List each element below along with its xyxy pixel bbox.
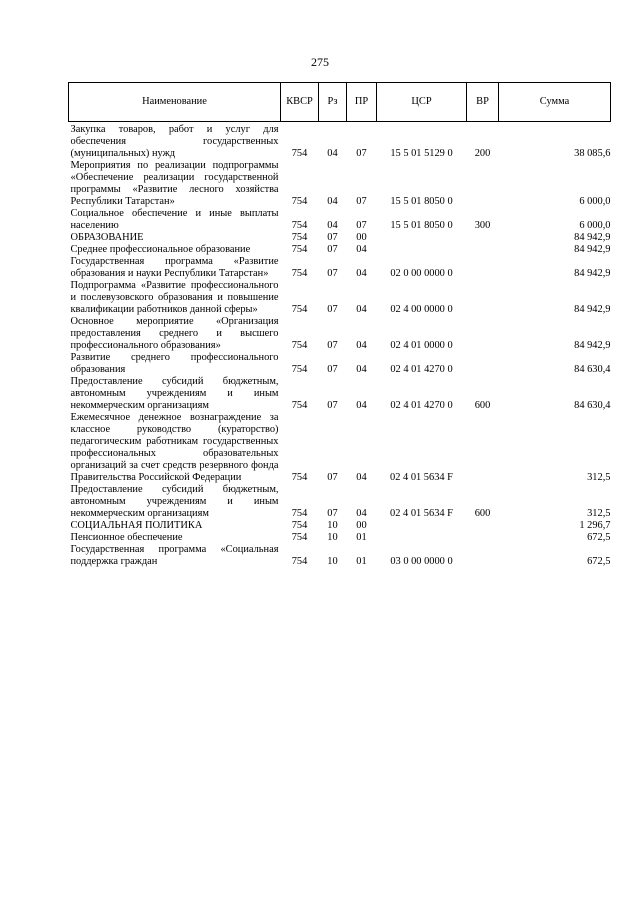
cell-kvsr: 754 (291, 340, 308, 351)
cell-name: Закупка товаров, работ и услуг для обеспечения государственных (муниципальных) нужд (70, 124, 279, 159)
cell-sum: 312,5 (587, 508, 611, 519)
cell-csr: 02 0 00 0000 0 (390, 268, 453, 279)
cell-rz: 07 (327, 268, 338, 279)
table-row (69, 160, 611, 208)
cell-vr (467, 532, 499, 544)
cell-rz: 10 (327, 556, 338, 567)
cell-name: Ежемесячное денежное вознаграждение за классное руководство (кураторство) педагогическим работникам государственных профессиональных образовательных организаций за счет средств резервного фонда Правительства Российской Федерации (70, 412, 279, 483)
table-header-row (69, 83, 611, 122)
cell-name: Государственная программа «Социальная поддержка граждан (70, 544, 279, 567)
table-row (69, 544, 611, 568)
cell-pr: 00 (356, 520, 367, 531)
header-kvsr: КВСР (281, 83, 319, 122)
table-row (69, 520, 611, 532)
table-row (69, 532, 611, 544)
header-rz: Рз (319, 83, 347, 122)
cell-kvsr: 754 (291, 508, 308, 519)
header-vr: ВР (467, 83, 499, 122)
table-row (69, 376, 611, 412)
cell-kvsr: 754 (291, 232, 308, 243)
cell-pr: 07 (356, 196, 367, 207)
cell-name: СОЦИАЛЬНАЯ ПОЛИТИКА (70, 520, 203, 531)
cell-kvsr: 754 (291, 304, 308, 315)
cell-pr: 04 (356, 472, 367, 483)
header-pr: ПР (347, 83, 377, 122)
cell-csr (377, 532, 467, 544)
cell-pr: 04 (356, 304, 367, 315)
cell-rz: 07 (327, 472, 338, 483)
cell-vr (467, 280, 499, 316)
cell-csr: 02 4 01 4270 0 (390, 400, 453, 411)
cell-csr (377, 244, 467, 256)
header-sum: Сумма (499, 83, 611, 122)
cell-csr: 02 4 01 4270 0 (390, 364, 453, 375)
table-row (69, 280, 611, 316)
cell-vr (467, 160, 499, 208)
cell-vr: 600 (474, 400, 491, 411)
cell-sum: 6 000,0 (579, 220, 611, 231)
cell-pr: 01 (356, 556, 367, 567)
table-body (69, 122, 611, 569)
cell-rz: 07 (327, 304, 338, 315)
cell-sum: 6 000,0 (579, 196, 611, 207)
cell-sum: 84 942,9 (574, 340, 611, 351)
cell-rz: 07 (327, 340, 338, 351)
cell-sum: 312,5 (587, 472, 611, 483)
cell-csr: 15 5 01 8050 0 (390, 196, 453, 207)
cell-csr: 03 0 00 0000 0 (390, 556, 453, 567)
cell-pr: 04 (356, 508, 367, 519)
cell-rz: 10 (327, 532, 338, 543)
cell-kvsr: 754 (291, 532, 308, 543)
cell-rz: 07 (327, 364, 338, 375)
cell-vr: 600 (474, 508, 491, 519)
cell-name: Среднее профессиональное образование (70, 244, 251, 255)
cell-kvsr: 754 (291, 268, 308, 279)
cell-pr: 07 (356, 148, 367, 159)
cell-sum: 84 942,9 (574, 244, 611, 255)
header-csr: ЦСР (377, 83, 467, 122)
cell-csr: 15 5 01 8050 0 (390, 220, 453, 231)
cell-pr: 04 (356, 364, 367, 375)
cell-kvsr: 754 (291, 520, 308, 531)
cell-pr: 07 (356, 220, 367, 231)
cell-name: Пенсионное обеспечение (70, 532, 183, 543)
cell-csr: 02 4 01 0000 0 (390, 340, 453, 351)
table-row (69, 244, 611, 256)
cell-csr (377, 232, 467, 244)
cell-csr: 02 4 00 0000 0 (390, 304, 453, 315)
cell-csr (377, 520, 467, 532)
cell-rz: 10 (327, 520, 338, 531)
table-row (69, 256, 611, 280)
table-row (69, 208, 611, 232)
cell-vr (467, 520, 499, 532)
cell-vr: 300 (474, 220, 491, 231)
cell-rz: 07 (327, 400, 338, 411)
cell-sum: 38 085,6 (574, 148, 611, 159)
cell-vr (467, 352, 499, 376)
header-name: Наименование (69, 83, 281, 122)
page-number: 275 (311, 55, 329, 69)
cell-sum: 1 296,7 (579, 520, 611, 531)
cell-sum: 84 630,4 (574, 400, 611, 411)
cell-kvsr: 754 (291, 556, 308, 567)
cell-vr (467, 316, 499, 352)
cell-csr: 15 5 01 5129 0 (390, 148, 453, 159)
cell-kvsr: 754 (291, 364, 308, 375)
cell-pr: 01 (356, 532, 367, 543)
cell-vr (467, 412, 499, 484)
table-row (69, 484, 611, 520)
cell-sum: 84 942,9 (574, 304, 611, 315)
cell-vr (467, 256, 499, 280)
cell-name: Развитие среднего профессионального образования (70, 352, 279, 375)
cell-rz: 04 (327, 220, 338, 231)
cell-vr: 200 (474, 148, 491, 159)
cell-kvsr: 754 (291, 220, 308, 231)
cell-pr: 04 (356, 400, 367, 411)
cell-vr (467, 232, 499, 244)
cell-kvsr: 754 (291, 400, 308, 411)
cell-csr: 02 4 01 5634 F (390, 508, 453, 519)
cell-sum: 672,5 (587, 556, 611, 567)
cell-name: Основное мероприятие «Организация предоставления среднего и высшего профессионального образования» (70, 316, 279, 351)
cell-name: Государственная программа «Развитие образования и науки Республики Татарстан» (70, 256, 279, 279)
cell-kvsr: 754 (291, 472, 308, 483)
cell-csr: 02 4 01 5634 F (390, 472, 453, 483)
cell-vr (467, 244, 499, 256)
cell-vr (467, 544, 499, 568)
table-row (69, 122, 611, 161)
cell-sum: 672,5 (587, 532, 611, 543)
cell-name: Подпрограмма «Развитие профессионального и послевузовского образования и повышение квалификации работников данной сферы» (70, 280, 279, 315)
cell-name: Социальное обеспечение и иные выплаты населению (70, 208, 279, 231)
cell-kvsr: 754 (291, 196, 308, 207)
cell-kvsr: 754 (291, 244, 308, 255)
table-row (69, 316, 611, 352)
cell-rz: 04 (327, 196, 338, 207)
table-row (69, 412, 611, 484)
cell-sum: 84 630,4 (574, 364, 611, 375)
budget-table (68, 82, 611, 568)
cell-sum: 84 942,9 (574, 232, 611, 243)
table-row (69, 232, 611, 244)
cell-pr: 00 (356, 232, 367, 243)
cell-rz: 04 (327, 148, 338, 159)
cell-pr: 04 (356, 244, 367, 255)
cell-name: ОБРАЗОВАНИЕ (70, 232, 144, 243)
cell-name: Предоставление субсидий бюджетным, автономным учреждениям и иным некоммерческим организациям (70, 484, 279, 519)
cell-pr: 04 (356, 340, 367, 351)
cell-pr: 04 (356, 268, 367, 279)
cell-name: Мероприятия по реализации подпрограммы «Обеспечение реализации государственной программы «Развитие лесного хозяйства Республики Татарстан» (70, 160, 279, 207)
cell-sum: 84 942,9 (574, 268, 611, 279)
cell-kvsr: 754 (291, 148, 308, 159)
cell-rz: 07 (327, 508, 338, 519)
cell-rz: 07 (327, 244, 338, 255)
cell-rz: 07 (327, 232, 338, 243)
table-row (69, 352, 611, 376)
cell-name: Предоставление субсидий бюджетным, автономным учреждениям и иным некоммерческим организациям (70, 376, 279, 411)
